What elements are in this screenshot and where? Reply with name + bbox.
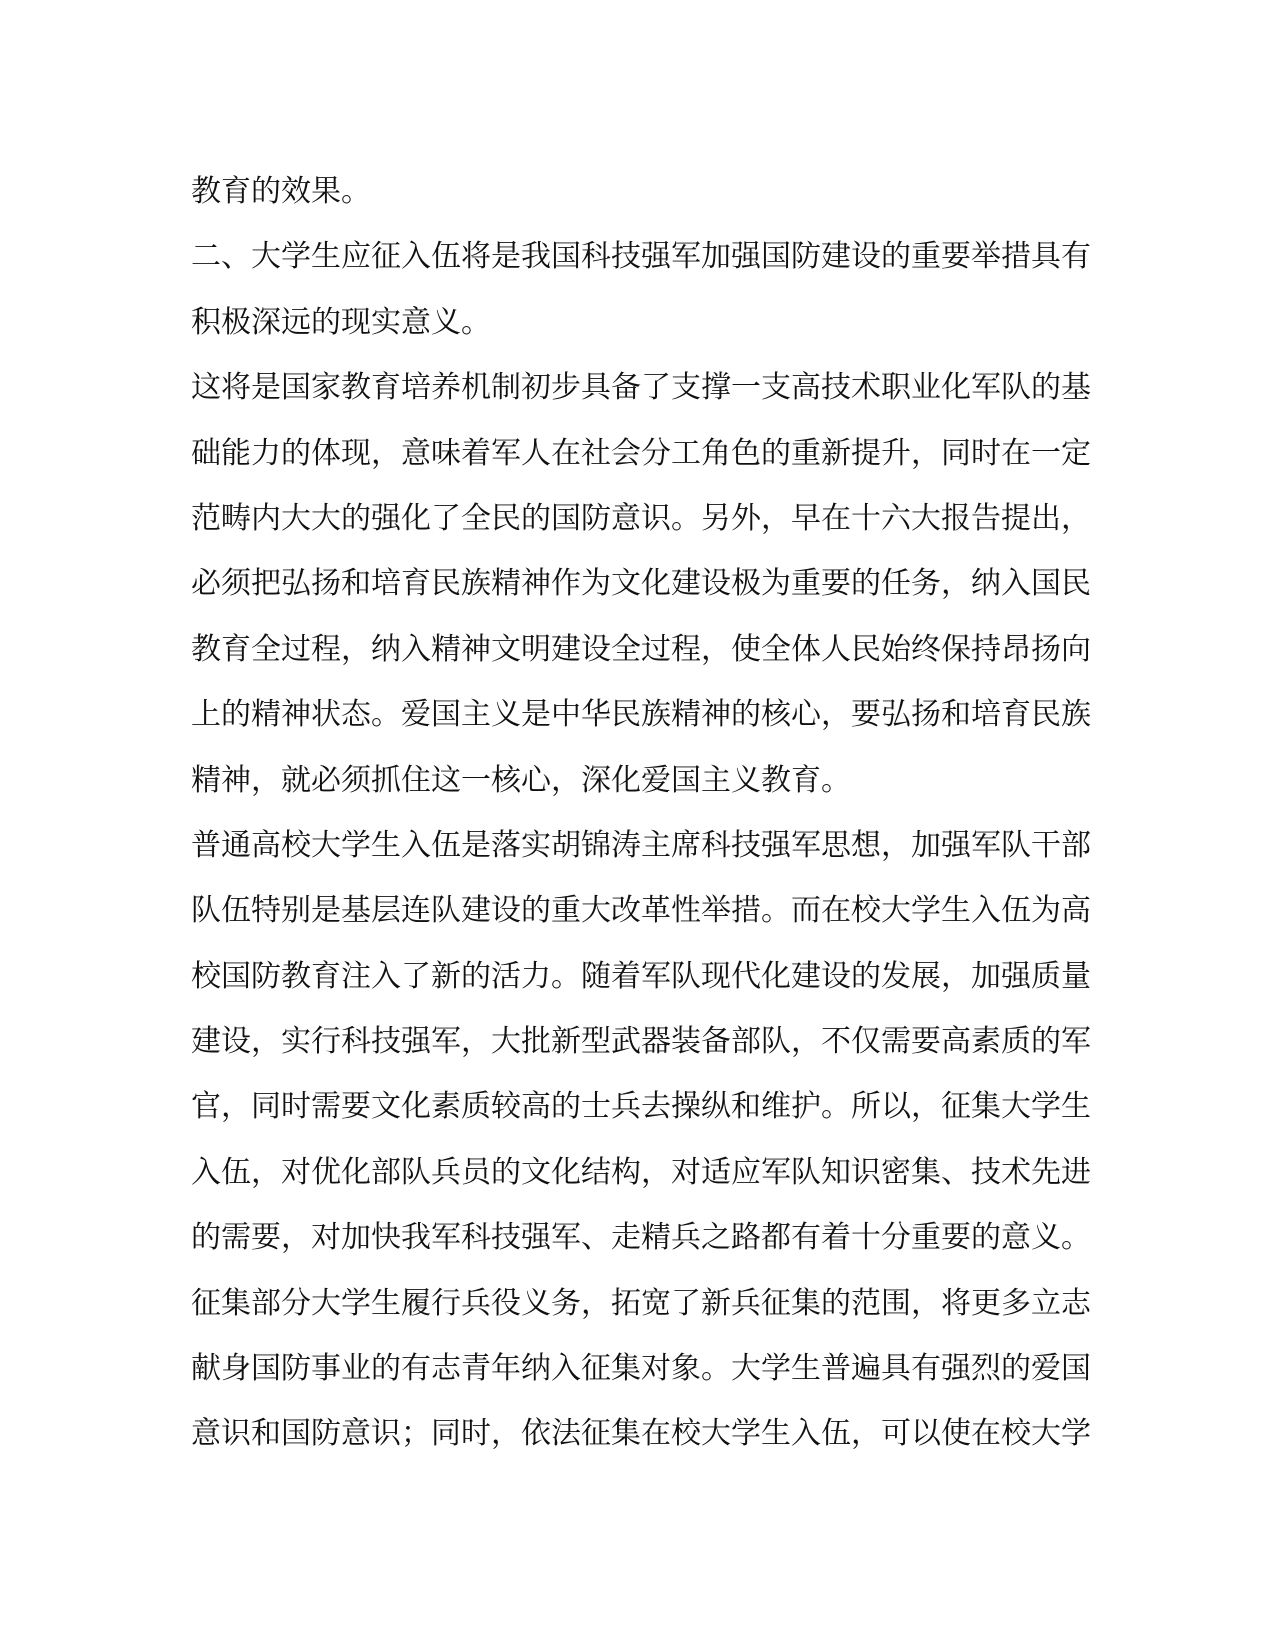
paragraph-line: 础能力的体现，意味着军人在社会分工角色的重新提升，同时在一定 (191, 435, 1091, 471)
body-text (191, 159, 1091, 1467)
paragraph-line: 范畴内大大的强化了全民的国防意识。另外，早在十六大报告提出， (191, 500, 1091, 536)
paragraph-line: 建设，实行科技强军，大批新型武器装备部队，不仅需要高素质的军 (191, 1024, 1091, 1060)
paragraph-line: 上的精神状态。爱国主义是中华民族精神的核心，要弘扬和培育民族 (191, 697, 1091, 733)
paragraph-line: 的需要，对加快我军科技强军、走精兵之路都有着十分重要的意义。 (191, 1220, 1091, 1256)
paragraph-line: 必须把弘扬和培育民族精神作为文化建设极为重要的任务，纳入国民 (191, 566, 1091, 602)
paragraph-line: 教育的效果。 (191, 174, 371, 209)
paragraph-line: 精神，就必须抓住这一核心，深化爱国主义教育。 (191, 762, 851, 798)
paragraph-line: 意识和国防意识；同时，依法征集在校大学生入伍，可以使在校大学 (191, 1416, 1091, 1452)
paragraph-line: 这将是国家教育培养机制初步具备了支撑一支高技术职业化军队的基 (191, 370, 1091, 406)
paragraph-line: 校国防教育注入了新的活力。随着军队现代化建设的发展，加强质量 (191, 958, 1091, 994)
paragraph-line: 征集部分大学生履行兵役义务，拓宽了新兵征集的范围，将更多立志 (191, 1285, 1091, 1321)
section-heading-line: 积极深远的现实意义。 (191, 304, 491, 340)
section-heading-line: 二、大学生应征入伍将是我国科技强军加强国防建设的重要举措具有 (191, 239, 1091, 275)
paragraph-line: 普通高校大学生入伍是落实胡锦涛主席科技强军思想，加强军队干部 (191, 827, 1091, 863)
paragraph-line: 教育全过程，纳入精神文明建设全过程，使全体人民始终保持昂扬向 (191, 631, 1091, 667)
paragraph-line: 官，同时需要文化素质较高的士兵去操纵和维护。所以，征集大学生 (191, 1089, 1091, 1125)
paragraph-line: 献身国防事业的有志青年纳入征集对象。大学生普遍具有强烈的爱国 (191, 1351, 1091, 1387)
paragraph-line: 入伍，对优化部队兵员的文化结构，对适应军队知识密集、技术先进 (191, 1154, 1091, 1190)
paragraph-line: 队伍特别是基层连队建设的重大改革性举措。而在校大学生入伍为高 (191, 893, 1091, 929)
